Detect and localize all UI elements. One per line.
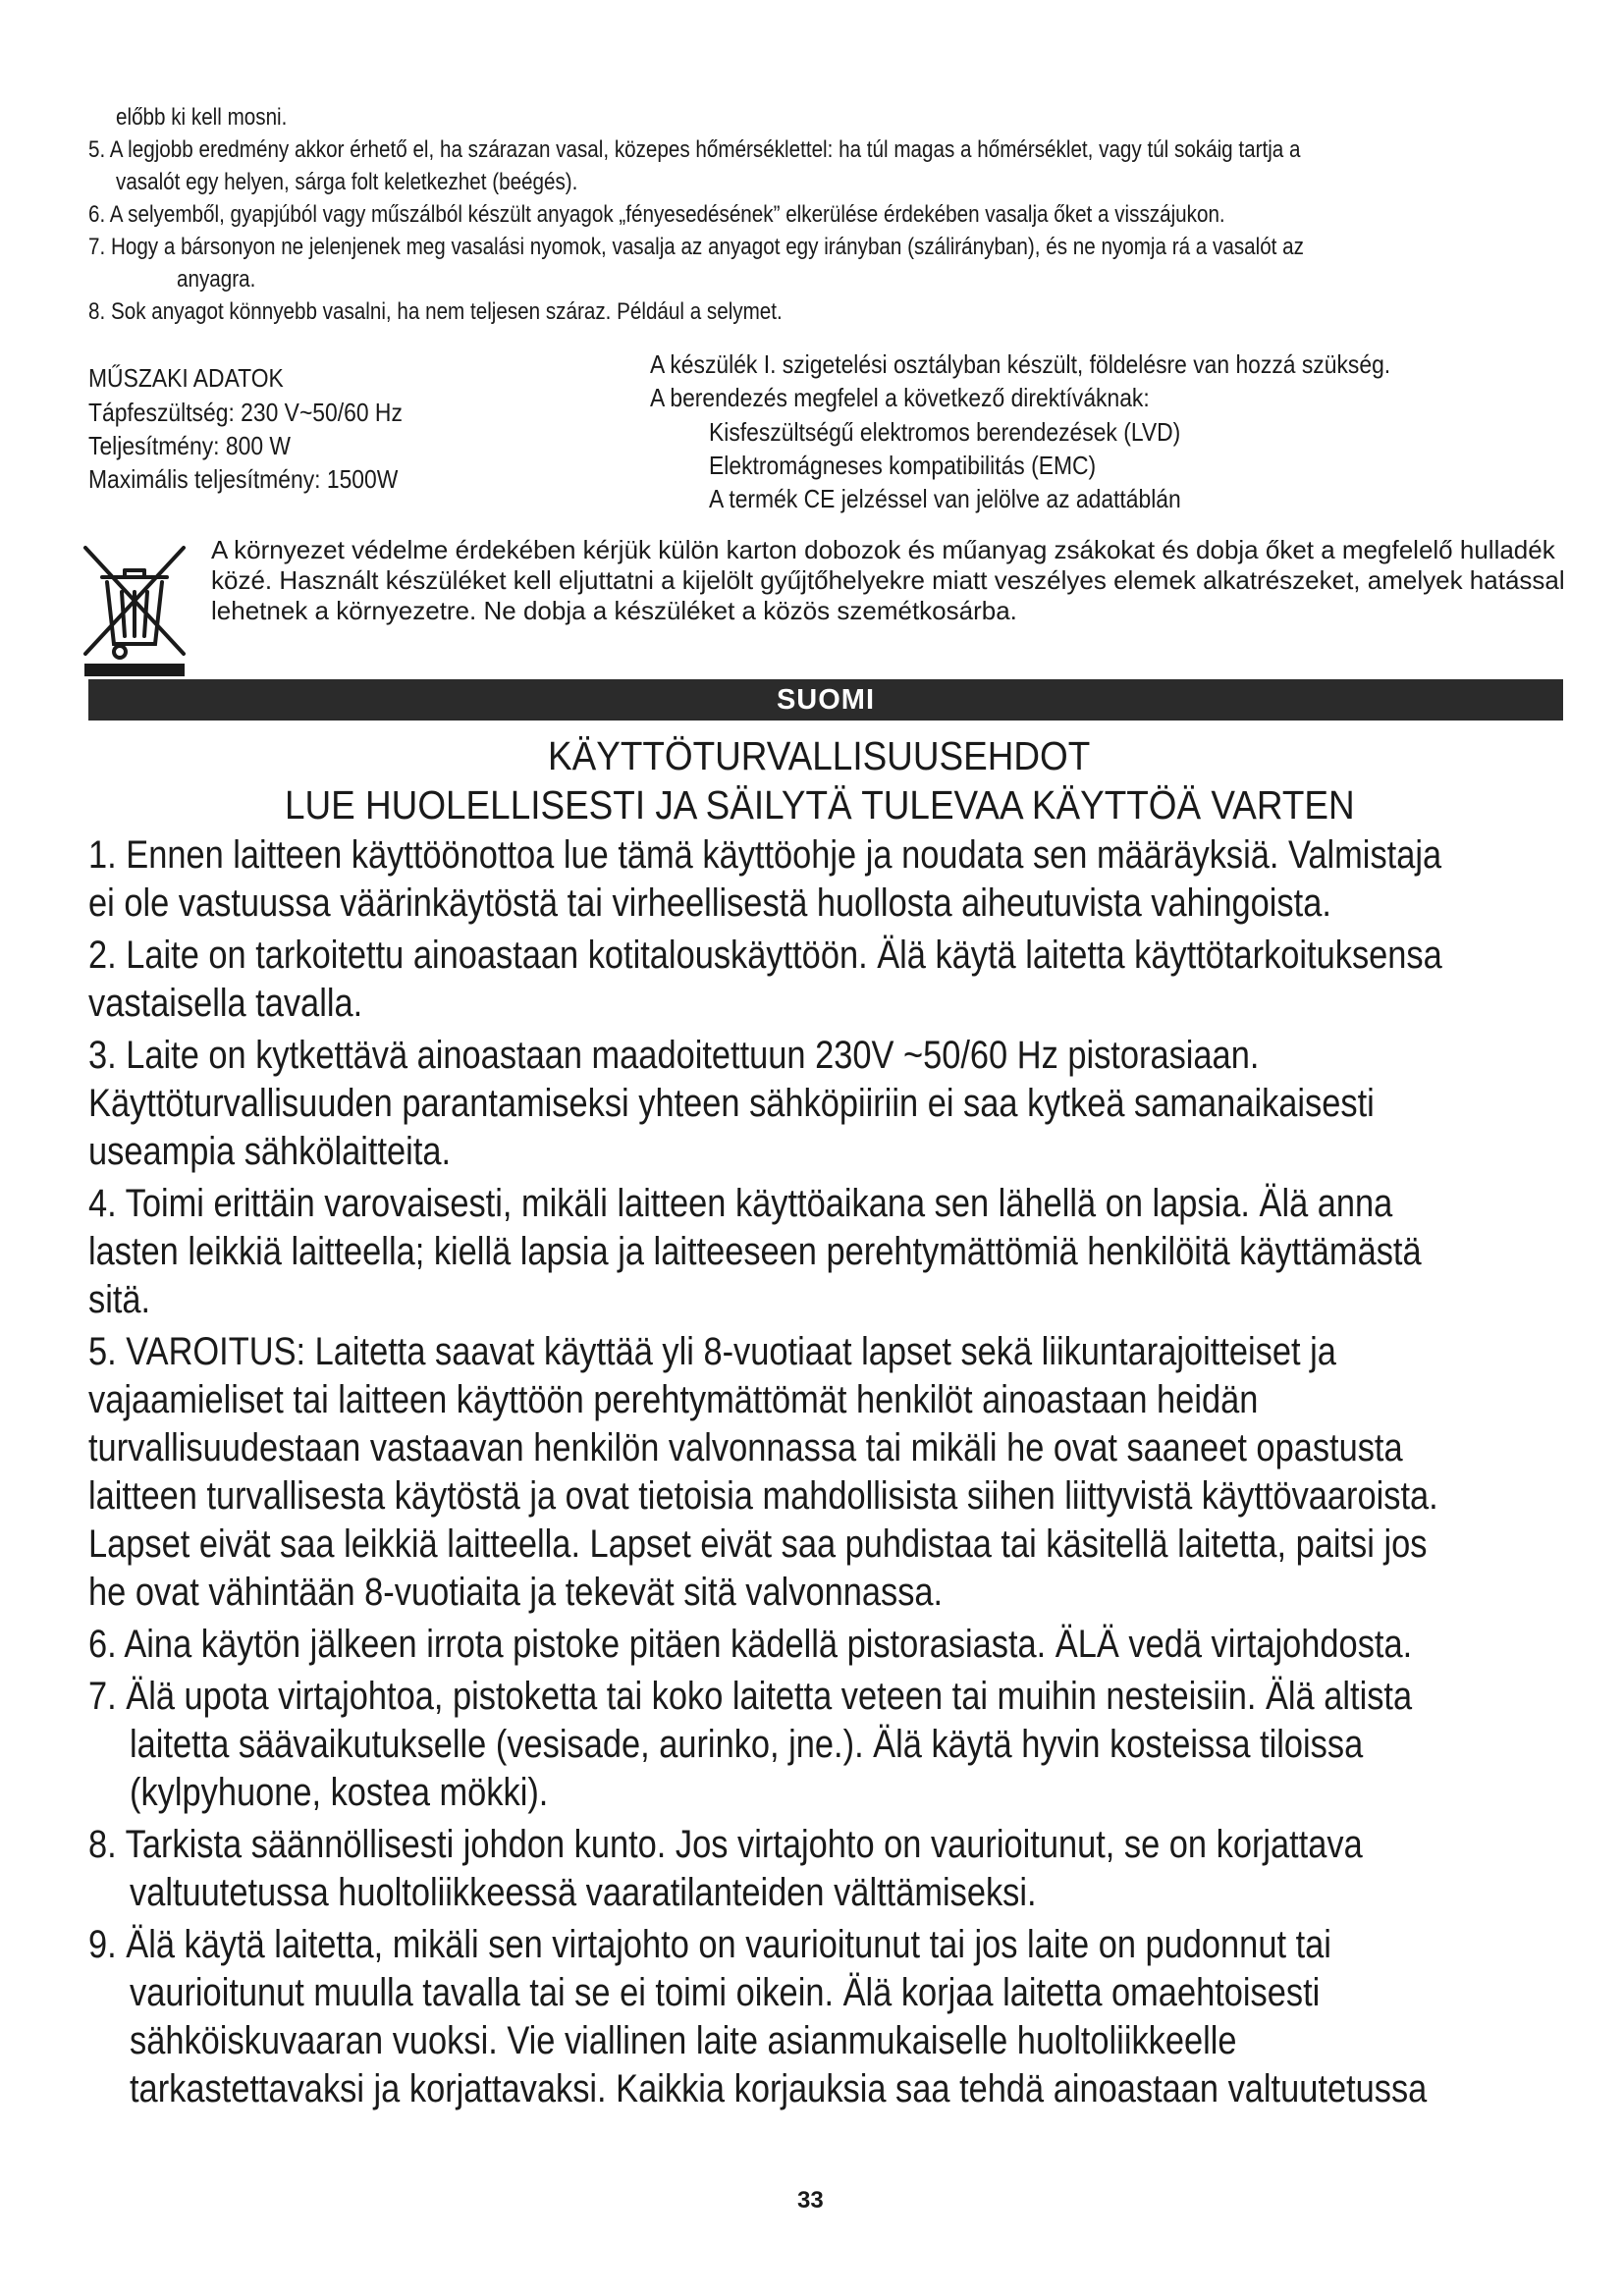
fi-line: tarkastettavaksi ja korjattavaksi. Kaikkia korjauksia saa tehdä ainoastaan valtuutetussa [130,2067,1428,2110]
compliance-ce: A termék CE jelzéssel van jelölve az adattáblán [709,484,1181,513]
fi-line: 8. Tarkista säännöllisesti johdon kunto. Jos virtajohto on vaurioitunut, se on korjattava [88,1823,1363,1866]
fi-subtitle: LUE HUOLELLISESTI JA SÄILYTÄ TULEVAA KÄYTTÖÄ VARTEN [285,782,1355,828]
fi-line: he ovat vähintään 8-vuotiaita ja tekevät sitä valvonnassa. [88,1571,944,1614]
compliance-class: A készülék I. szigetelési osztályban készült, földelésre van hozzá szükség. [650,349,1391,379]
weee-bin-icon [81,538,189,680]
compliance-emc: Elektromágneses kompatibilitás (EMC) [709,451,1097,480]
fi-line: 6. Aina käytön jälkeen irrota pistoke pitäen kädellä pistorasiasta. ÄLÄ vedä virtajohdosta. [88,1623,1413,1666]
hu-line-1: előbb ki kell mosni. [116,104,288,131]
fi-title: KÄYTTÖTURVALLISUUSEHDOT [548,733,1091,778]
fi-line: 9. Älä käytä laitetta, mikäli sen virtajohto on vaurioitunut tai jos laite on pudonnut tai [88,1923,1331,1966]
compliance-directives: A berendezés megfelel a következő direktíváknak: [650,383,1150,412]
hu-line-7: 8. Sok anyagot könnyebb vasalni, ha nem teljesen száraz. Például a selymet. [88,298,783,325]
fi-line: vastaisella tavalla. [88,982,363,1025]
compliance-lvd: Kisfeszültségű elektromos berendezések (LVD) [709,417,1181,447]
spec-max-power: Maximális teljesítmény: 1500W [88,464,399,494]
fi-line: laitetta säävaikutukselle (vesisade, aurinko, jne.). Älä käytä hyvin kosteissa tiloissa [130,1723,1364,1766]
fi-line: useampia sähkölaitteita. [88,1130,452,1173]
hu-line-5: 7. Hogy a bársonyon ne jelenjenek meg vasalási nyomok, vasalja az anyagot egy irányban (szálirányban), és ne nyomja rá a vasalót az [88,234,1304,260]
spec-voltage: Tápfeszültség: 230 V~50/60 Hz [88,398,403,427]
fi-line: lasten leikkiä laitteella; kiellä lapsia ja laitteeseen perehtymättömiä henkilöitä käyttämästä [88,1230,1422,1273]
spec-heading: MŰSZAKI ADATOK [88,363,284,393]
fi-line: sitä. [88,1278,151,1321]
spec-power: Teljesítmény: 800 W [88,431,292,460]
fi-line: 2. Laite on tarkoitettu ainoastaan kotitalouskäyttöön. Älä käytä laitetta käyttötarkoituksensa [88,934,1442,977]
fi-line: laitteen turvallisesta käytöstä ja ovat tietoisia mahdollisista siihen liittyvistä käyttövaaroista. [88,1474,1438,1518]
fi-line: ei ole vastuussa väärinkäytöstä tai virheellisestä huollosta aiheutuvista vahingoista. [88,881,1331,925]
environment-notice: A környezet védelme érdekében kérjük külön karton dobozok és műanyag zsákokat és dobja őket a megfelelő hulladék közé. Használt készüléket kell eljuttatni a kijelölt gyűjtőhelyekre miatt veszélyes elemek alkatrészeket, amelyek hatással lehetnek a környezetre. Ne dobja a készüléket a közös szemétkosárba. [211,535,1565,625]
fi-line: Käyttöturvallisuuden parantamiseksi yhteen sähköpiiriin ei saa kytkeä samanaikaisesti [88,1082,1375,1125]
fi-line: (kylpyhuone, kostea mökki). [130,1771,549,1814]
fi-line: 1. Ennen laitteen käyttöönottoa lue tämä käyttöohje ja noudata sen määräyksiä. Valmistaja [88,833,1442,877]
fi-line: Lapset eivät saa leikkiä laitteella. Lapset eivät saa puhdistaa tai käsitellä laitetta, paitsi jos [88,1522,1428,1566]
fi-line: sähköiskuvaaran vuoksi. Vie viallinen laite asianmukaiselle huoltoliikkeelle [130,2019,1237,2062]
fi-line: 4. Toimi erittäin varovaisesti, mikäli laitteen käyttöaikana sen lähellä on lapsia. Älä anna [88,1182,1393,1225]
fi-line: vajaamieliset tai laitteen käyttöön perehtymättömät henkilöt ainoastaan heidän [88,1378,1259,1421]
fi-line: valtuutetussa huoltoliikkeessä vaaratilanteiden välttämiseksi. [130,1871,1037,1914]
hu-line-4: 6. A selyemből, gyapjúból vagy műszálból készült anyagok „fényesedésének” elkerülése érdekében vasalja őket a visszájukon. [88,201,1225,228]
fi-line: 3. Laite on kytkettävä ainoastaan maadoitettuun 230V ~50/60 Hz pistorasiaan. [88,1034,1260,1077]
page-number: 33 [797,2187,824,2214]
hu-line-6: anyagra. [177,266,256,293]
fi-line: vaurioitunut muulla tavalla tai se ei toimi oikein. Älä korjaa laitetta omaehtoisesti [130,1971,1321,2014]
language-section-bar: SUOMI [88,679,1563,721]
hu-line-3: vasalót egy helyen, sárga folt keletkezhet (beégés). [116,169,578,195]
fi-line: 5. VAROITUS: Laitetta saavat käyttää yli 8-vuotiaat lapset sekä liikuntarajoitteiset ja [88,1330,1336,1373]
fi-line: 7. Älä upota virtajohtoa, pistoketta tai koko laitetta veteen tai muihin nesteisiin. Älä altista [88,1675,1413,1718]
fi-line: turvallisuudestaan vastaavan henkilön valvonnassa tai mikäli he ovat saaneet opastusta [88,1426,1403,1469]
hu-line-2: 5. A legjobb eredmény akkor érhető el, ha szárazan vasal, közepes hőmérséklettel: ha túl magas a hőmérséklet, vagy túl sokáig tartja a [88,136,1301,163]
